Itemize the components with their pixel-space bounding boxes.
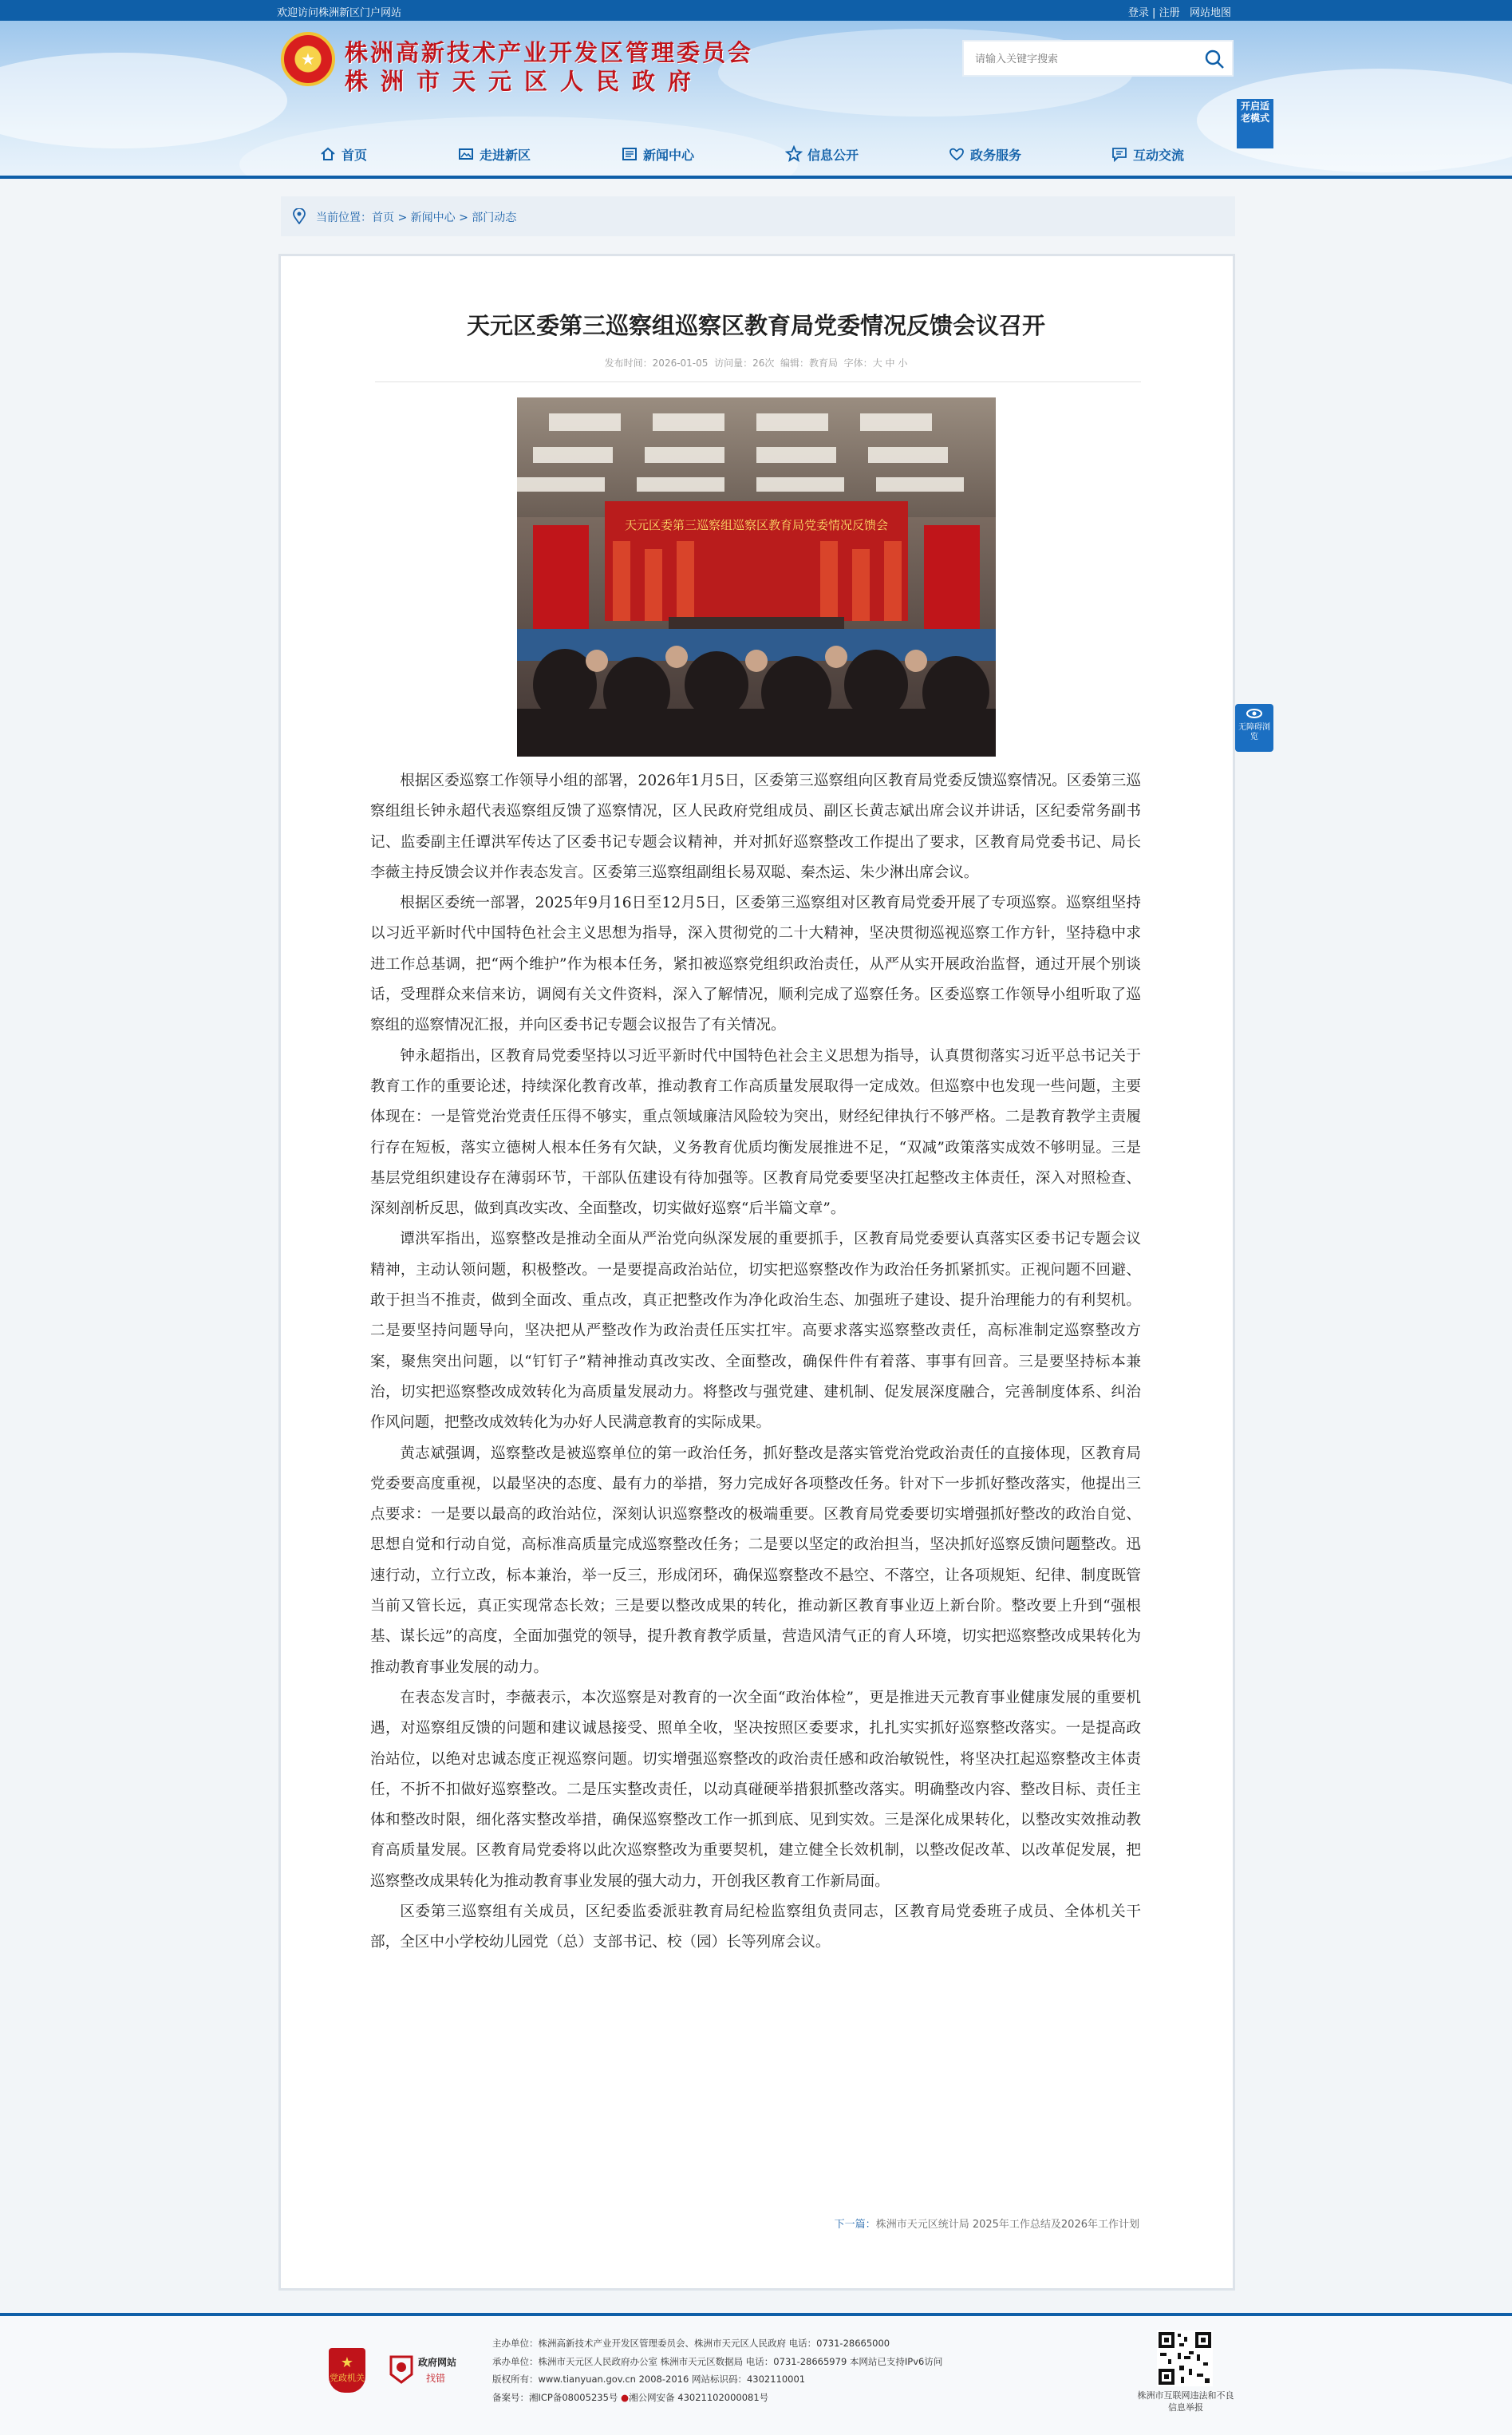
article-paragraph: 黄志斌强调，巡察整改是被巡察单位的第一政治任务，抓好整改是落实管党治党政治责任的直接体现，区教育局党委要高度重视，以最坚决的态度、最有力的举措，努力完成好各项整改任务。针对下一步抓好整改落实，他提出三点要求：一是要以最高的政治站位，深刻认识巡察整改的极端重要。区教育局党委要切实增强抓好整改的政治自觉、思想自觉和行动自觉，高标准高质量完成巡察整改任务；二是要以坚定的政治担当，坚决抓好巡察反馈问题整改。迅速行动，立行立改，标本兼治，举一反三，形成闭环，确保巡察整改不悬空、不落空，让各项规矩、纪律、制度既管当前又管长远，真正实现常态长效；三是要以整改成果的转化，推动新区教育事业迈上新台阶。整改要上升到“强根基、谋长远”的高度，全面加强党的领导，提升教育教学质量，营造风清气正的育人环境，切实把巡察整改成果转化为推动教育事业发展的动力。 (370, 1445, 1141, 1676)
next-article-link[interactable]: 株洲市天元区统计局 2025年工作总结及2026年工作计划 (875, 2219, 1139, 2231)
nav-label: 信息公开 (807, 147, 859, 163)
main-nav (0, 136, 1512, 172)
article-paragraph: 钟永超指出，区教育局党委坚持以习近平新时代中国特色社会主义思想为指导，认真贯彻落实习近平总书记关于教育工作的重要论述，持续深化教育改革，推动教育工作高质量发展取得一定成效。但巡察中也发现一些问题，主要体现在：一是管党治党责任压得不够实，重点领域廉洁风险较为突出，财经纪律执行不够严格。二是教育教学主责履行存在短板，落实立德树人根本任务有欠缺，义务教育优质均衡发展推进不足，“双减”政策落实成效不够明显。三是基层党组织建设存在薄弱环节，干部队伍建设有待加强等。区教育局党委要坚决扛起整改主体责任，深入对照检查、深刻剖析反思，做到真改实改、全面整改，切实做好巡察“后半篇文章”。 (370, 1047, 1141, 1218)
photo-banner-text: 天元区委第三巡察组巡察区教育局党委情况反馈会 (624, 518, 889, 532)
elder-mode-button[interactable]: 开启适老模式 (1237, 99, 1273, 148)
picture-icon (457, 145, 475, 163)
nav-item-home[interactable] (319, 144, 367, 164)
gov-error-icon (388, 2354, 415, 2386)
article-paragraph: 谭洪军指出，巡察整改是推动全面从严治党向纵深发展的重要抓手，区教育局党委要认真落实区委书记专题会议精神，主动认领问题，积极整改。一是要提高政治站位，切实把巡察整改作为政治任务抓紧抓实。正视问题不回避、敢于担当不推责，做到全面改、重点改，真正把整改作为净化政治生态、加强班子建设、提升治理能力的有利契机。二是要坚持问题导向，坚决把从严整改作为政治责任压实扛牢。高要求落实巡察整改责任，高标准制定巡察整改方案，聚焦突出问题，以“钉钉子”精神推动真改实改、全面整改，确保件件有着落、事事有回音。三是要坚持标本兼治，切实把巡察整改成效转化为高质量发展动力。将整改与强党建、建机制、促发展深度融合，完善制度体系、纠治作风问题，把整改成效转化为办好人民满意教育的实际成果。 (370, 1231, 1141, 1432)
next-article (835, 2216, 1139, 2231)
login-link[interactable]: 登录 (1127, 7, 1149, 19)
star-icon (785, 145, 803, 163)
breadcrumb-dept[interactable]: 部门动态 (472, 211, 517, 224)
footer-info (492, 2334, 942, 2406)
nav-label: 走进新区 (480, 147, 531, 163)
top-bar (0, 0, 1512, 21)
meta-divider (375, 381, 1141, 382)
sitemap-link[interactable]: 网站地图 (1189, 7, 1231, 19)
nav-label: 互动交流 (1133, 147, 1185, 163)
article-meta (0, 356, 1512, 370)
heart-icon (948, 145, 965, 163)
search-box (962, 40, 1234, 77)
register-link[interactable]: 注册 (1159, 7, 1180, 19)
article-photo (517, 397, 996, 757)
nav-label: 政务服务 (970, 147, 1022, 163)
next-label: 下一篇： (834, 2219, 876, 2231)
nav-divider (0, 176, 1512, 179)
gov-site-error-report[interactable] (388, 2350, 463, 2389)
site-title-line2: 株洲市天元区人民政府 (345, 68, 705, 95)
breadcrumb-sep: > (394, 211, 411, 224)
nav-item-service[interactable] (948, 144, 1021, 164)
gov-site-sub: 找错 (426, 2373, 446, 2384)
breadcrumb-news[interactable]: 新闻中心 (410, 211, 456, 224)
location-pin-icon (292, 208, 306, 224)
newspaper-icon (621, 145, 638, 163)
nav-item-interact[interactable] (1111, 144, 1184, 164)
qr-code-icon (1157, 2330, 1213, 2386)
barrier-free-label: 无障碍浏览 (1238, 723, 1270, 741)
nav-item-news[interactable] (621, 144, 694, 164)
nav-item-about[interactable] (457, 144, 531, 164)
nav-item-info[interactable] (785, 144, 859, 164)
separator: | (1152, 7, 1156, 19)
police-badge-icon: ● (621, 2391, 630, 2403)
badge-star: ★ (340, 2354, 354, 2371)
badge-text: 党政机关 (330, 2373, 365, 2383)
breadcrumb-prefix: 当前位置： (316, 211, 372, 224)
meta-font-label: 字体： (843, 358, 873, 369)
nav-label: 首页 (341, 147, 368, 163)
barrier-free-button[interactable] (1235, 704, 1273, 752)
meta-views-label: 访问量： (714, 358, 753, 369)
meta-editor: 教育局 (809, 358, 839, 369)
breadcrumb (281, 196, 1235, 236)
nav-label: 新闻中心 (643, 147, 695, 163)
footer-record (492, 2389, 942, 2407)
article-paragraph: 根据区委统一部署，2025年9月16日至12月5日，区委第三巡察组对区教育局党委开展了专项巡察。巡察组坚持以习近平新时代中国特色社会主义思想为指导，深入贯彻党的二十大精神，坚决贯彻巡视巡察工作方针，坚持稳中求进工作总基调，把“两个维护”作为根本任务，紧扣被巡察党组织政治责任，从严从实开展政治监督，通过开展个别谈话，受理群众来信来访，调阅有关文件资料，深入了解情况，顺利完成了巡察任务。区委巡察工作领导小组听取了巡察组的巡察情况汇报，并向区委书记专题会议报告了有关情况。 (370, 895, 1141, 1034)
eye-icon (1246, 707, 1263, 720)
footer-sponsor: 主办单位：株洲高新技术产业开发区管理委员会、株洲市天元区人民政府 电话：0731-28665000 (492, 2338, 890, 2349)
breadcrumb-sep: > (455, 211, 472, 224)
meta-views: 26次 (752, 358, 775, 369)
breadcrumb-home[interactable]: 首页 (372, 211, 394, 224)
footer-copyright: 版权所有：www.tianyuan.gov.cn 2008-2016 网站标识码：4302110001 (492, 2374, 806, 2385)
meta-editor-label: 编辑： (780, 358, 810, 369)
article-body (370, 766, 1141, 1959)
icp-link[interactable]: 备案号：湘ICP备08005235号 (492, 2391, 618, 2403)
site-title-line1: 株洲高新技术产业开发区管理委员会 (345, 39, 754, 66)
article-paragraph: 在表态发言时，李薇表示，本次巡察是对教育的一次全面“政治体检”，更是推进天元教育事业健康发展的重要机遇，对巡察组反馈的问题和建议诚恳接受、照单全收，坚决按照区委要求，扎扎实实抓好巡察整改落实。一是提高政治站位，以绝对忠诚态度正视巡察问题。切实增强巡察整改的政治责任感和政治敏锐性，将坚决扛起巡察整改主体责任，不折不扣做好巡察整改。二是压实整改责任，以动真碰硬举措狠抓整改落实。明确整改内容、整改目标、责任主体和整改时限，细化落实整改举措，确保巡察整改工作一抓到底、见到实效。三是深化成果转化，以整改实效推动教育高质量发展。区教育局党委将以此次巡察整改为重要契机，建立健全长效机制，以整改促改革、以改革促发展，把巡察整改成果转化为推动教育事业发展的强大动力，开创我区教育工作新局面。 (370, 1689, 1141, 1890)
gov-site-label: 政府网站 (418, 2357, 457, 2368)
article-paragraph: 区委第三巡察组有关成员，区纪委监委派驻教育局纪检监察组负责同志，区教育局党委班子成员、全体机关干部，全区中小学校幼儿园党（总）支部书记、校（园）长等列席会议。 (370, 1903, 1141, 1951)
article-paragraph: 根据区委巡察工作领导小组的部署，2026年1月5日，区委第三巡察组向区教育局党委反馈巡察情况。区委第三巡察组组长钟永超代表巡察组反馈了巡察情况，区人民政府党组成员、副区长黄志斌出席会议并讲话，区纪委常务副书记、监委副主任谭洪军传达了区委书记专题会议精神，并对抓好巡察整改工作提出了要求，区教育局党委书记、局长李薇主持反馈会议并作表态发言。区委第三巡察组副组长易双聪、秦杰运、朱少淋出席会议。 (370, 773, 1141, 881)
font-size-switch[interactable]: 大 中 小 (872, 358, 908, 369)
chat-icon (1111, 145, 1128, 163)
top-links (1128, 4, 1231, 19)
search-input[interactable] (975, 49, 1190, 69)
qr-caption: 株洲市互联网违法和不良信息举报 (1137, 2390, 1234, 2413)
footer-organizer: 承办单位：株洲市天元区人民政府办公室 株洲市天元区数据局 电话：0731-28665979 本网站已支持IPv6访问 (492, 2355, 943, 2367)
police-record-link[interactable]: 湘公网安备 43021102000081号 (629, 2391, 769, 2403)
meta-date-label: 发布时间： (604, 358, 653, 369)
home-icon (319, 145, 337, 163)
national-emblem-icon: ★ (281, 32, 335, 86)
article-title: 天元区委第三巡察组巡察区教育局党委情况反馈会议召开 (466, 312, 1045, 339)
party-gov-badge-icon[interactable] (329, 2348, 365, 2393)
search-icon[interactable] (1203, 48, 1226, 70)
welcome-text: 欢迎访问株洲新区门户网站 (277, 7, 402, 19)
meta-date: 2026-01-05 (652, 358, 709, 369)
